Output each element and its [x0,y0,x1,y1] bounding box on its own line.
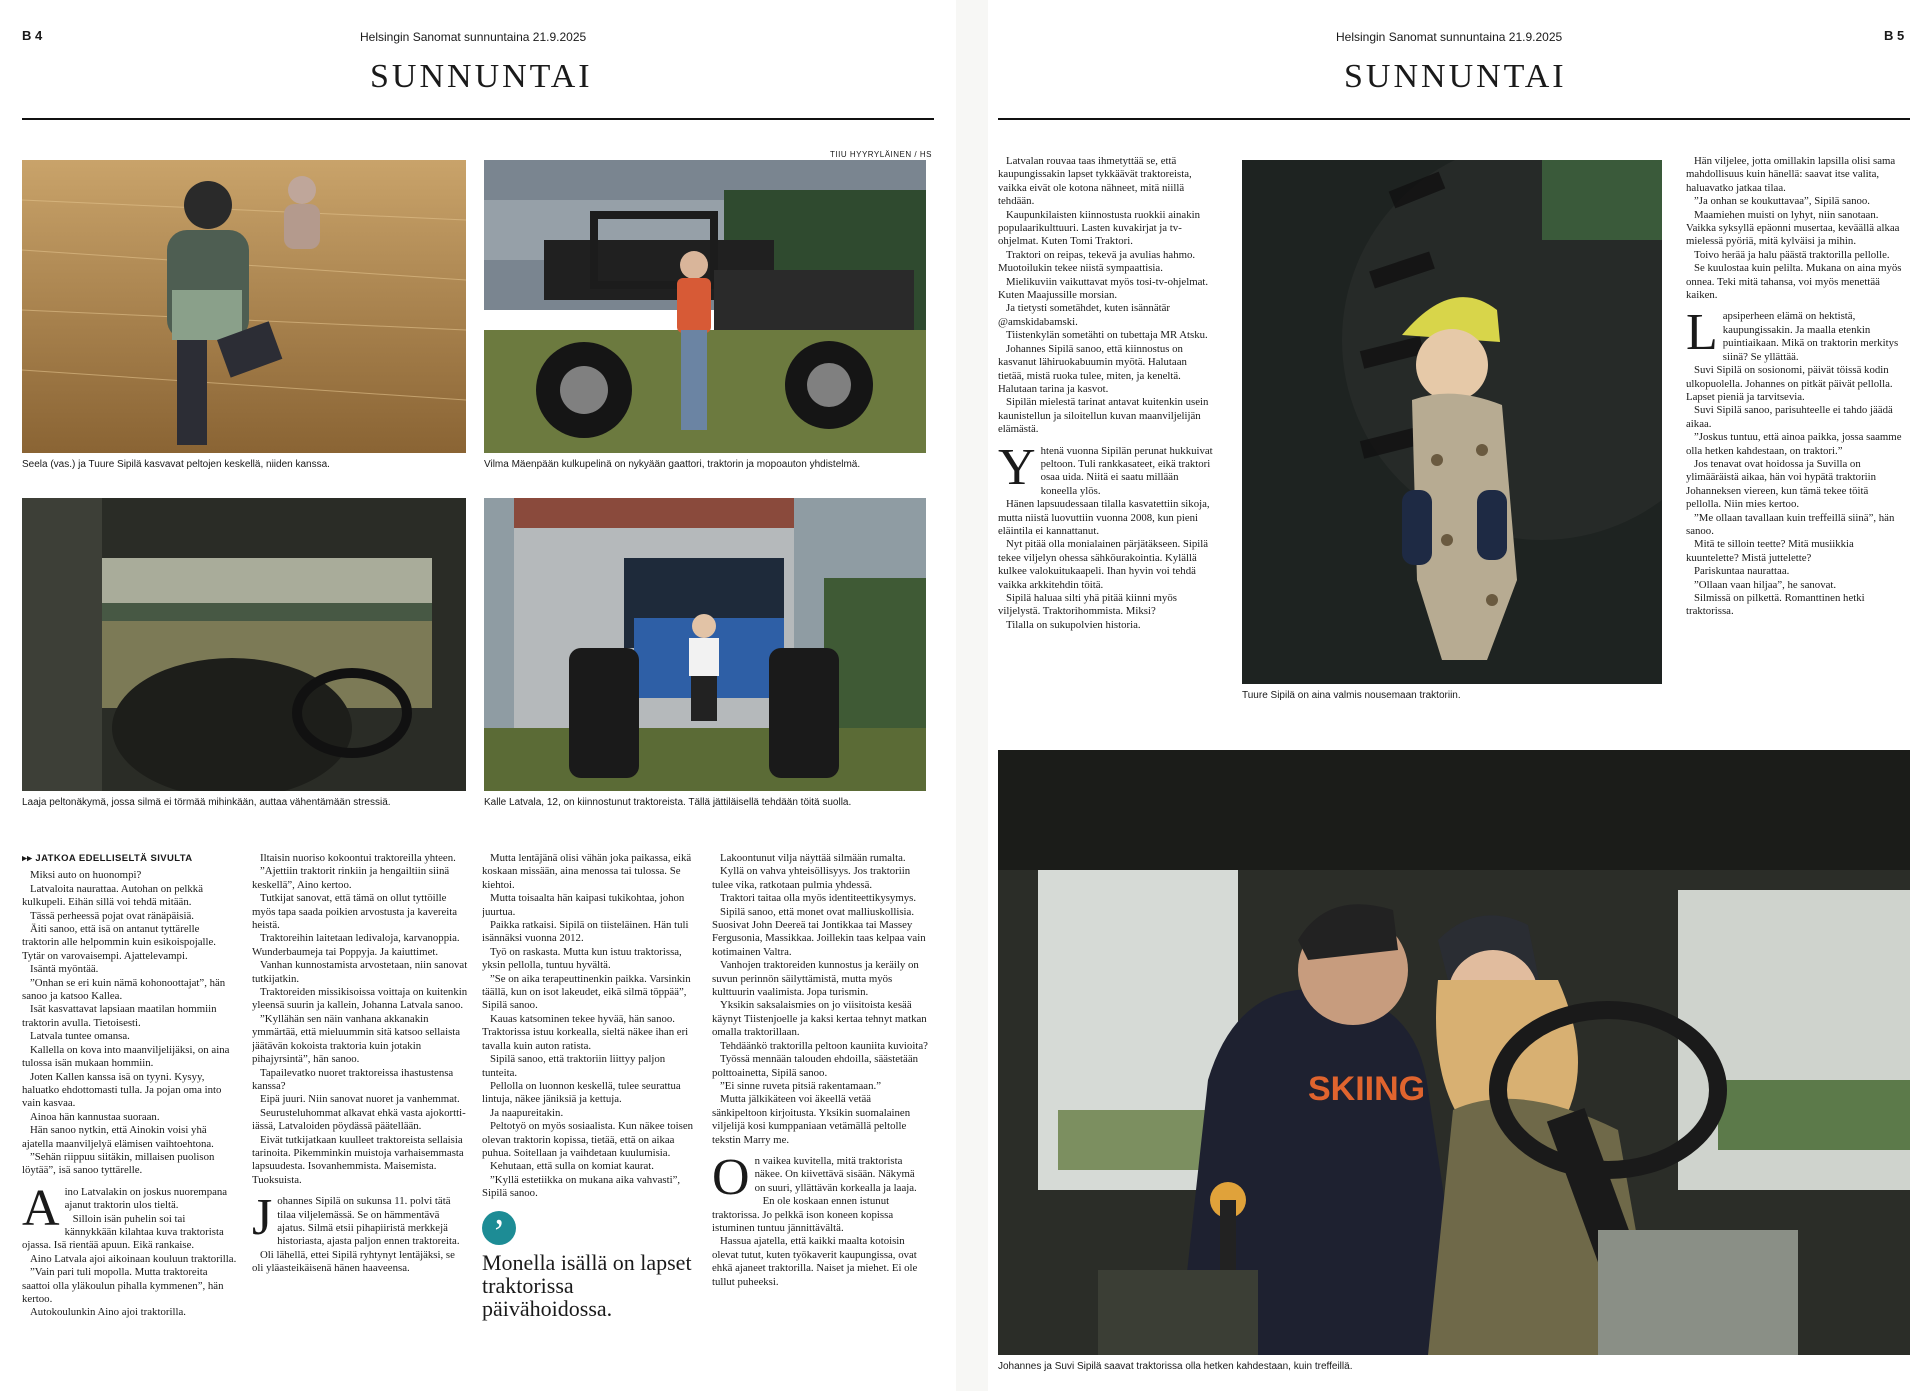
quote-mark-icon: ’ [482,1211,516,1245]
paragraph: Traktori on reipas, tekevä ja avulias hahmo. Muotoilukin tekee niistä sympaattisia. [998,248,1196,275]
paragraph: Hassua ajatella, että kaikki maalta kotoisin olevat tutut, kuten työkaverit kaupungissa, ovat ehkä ajaneet traktorilla. Naiset ja miehet. Ei ole tullut puheeksi. [712,1235,918,1288]
paragraph: Nyt pitää olla monialainen pärjätäkseen. Sipilä tekee viljelyn ohessa sähköurakointia. Kylällä kulkee valokuitukaapeli. Ihan hyvin voi tehdä vaikka arkkitehdin töitä. [998,538,1209,591]
paragraph: ”Sehän riippuu siitäkin, millaisen puolison löytää”, isä sanoo tyttärelle. [22,1150,215,1177]
paragraph: ohannes Sipilä on sukunsa 11. polvi tätä tilaa viljelemässä. Se on hämmentävä ajatus. Silmä etsii pihapiiristä merkkejä historiasta, ajasta paljon ennen traktoreita. [277,1195,460,1248]
paragraph: Aino Latvala ajoi aikoinaan kouluun traktorilla. [30,1252,237,1265]
article-column-3 [482,852,698,1380]
paragraph: En ole koskaan ennen istunut traktorissa. Jo pelkkä ison koneen kopissa istuminen tuntuu jännittävältä. [712,1195,894,1234]
left-page [0,0,956,1391]
drop-cap: Y [998,438,1036,496]
paragraph: Mutta lentäjänä olisi vähän joka paikassa, eikä koskaan missään, aina menossa tai tulossa. Se kiehtoi. [482,852,692,891]
paragraph: Isäntä myöntää. [30,963,99,976]
masthead: Helsingin Sanomat sunnuntaina 21.9.2025 [1336,30,1563,44]
paragraph: ”Me ollaan tavallaan kuin treffeillä siinä”, hän sanoo. [1686,511,1895,537]
paragraph: Latvalan rouvaa taas ihmetyttää se, että kaupungissakin lapset tykkäävät traktoreista, vaikka eivät ole kotona nähneet, mitä niillä tehdään. [998,155,1192,208]
caption-photo-couple: Johannes ja Suvi Sipilä saavat traktorissa olla hetken kahdestaan, kuin treffeillä. [998,1361,1353,1372]
paragraph: Se kuulostaa kuin pelilta. Mukana on aina myös onnea. Teki mitä tahansa, voi myös menettää kaiken. [1686,262,1902,302]
drop-cap: J [252,1189,273,1247]
paragraph: Iltaisin nuoriso kokoontui traktoreilla yhteen. [260,852,456,864]
paragraph: ”Ollaan vaan hiljaa”, he sanovat. [1694,578,1837,591]
paragraph: Lakoontunut vilja näyttää silmään rumalta. [720,852,906,864]
article-column-2 [1686,155,1902,703]
paragraph: Autokoulunkin Aino ajoi traktorilla. [30,1306,186,1319]
paragraph: Tässä perheessä pojat ovat ränäpäisiä. [30,909,194,922]
paragraph: Vanhojen traktoreiden kunnostus ja keräily on suvun perinnön säilyttämistä, mutta myös kulttuurin vaalimista. Jopa turismin. [712,959,919,999]
drop-cap-block [998,438,1214,633]
paragraph: ”Joskus tuntuu, että ainoa paikka, jossa saamme olla hetken kahdestaan, on traktori.” [1686,431,1902,457]
paragraph: Kaupunkilaisten kiinnostusta ruokkii ainakin populaarikulttuuri. Lasten kuvakirjat ja tv-ohjelmat. Kuten Tomi Traktori. [998,208,1201,248]
page-number: B 4 [22,28,43,43]
paragraph: Yksikin saksalaismies on jo viisitoista kesää käynyt Tiistenjoelle ja kaksi kertaa tehnyt matkan omalla traktorillaan. [712,999,927,1039]
paragraph: Sipilä sanoo, että monet ovat malliuskollisia. Suosivat John Deereä tai Jontikkaa tai Massey Fergusonia, Massikkaa. Joillekin taas kelpaa vain kotimainen Valtra. [712,905,926,958]
drop-cap: L [1686,304,1718,362]
right-page [988,0,1920,1391]
paragraph: Äiti sanoo, että isä on antanut tyttärelle traktorin alle helpommin kuin esikoispojalle. Tytär on varovaisempi. Ajattelevampi. [22,923,217,962]
article-column-2 [252,852,468,1380]
paragraph: Traktoreiden missikisoissa voittaja on kuitenkin yleensä suurin ja kallein, Johanna Latvala sanoo. [252,986,468,1012]
header-rule [22,118,934,120]
paragraph: Tutkijat sanovat, että tämä on ollut tyttöille myös tapa saada poikien arvostusta ja kavereita heistä. [252,892,458,932]
paragraph: Pellolla on luonnon keskellä, tulee seurattua lintuja, näkee jäniksiä ja kettuja. [482,1079,681,1106]
paragraph: Kehutaan, että sulla on komiat kaurat. [490,1160,654,1173]
paragraph: ”Ei sinne ruveta pitsiä rakentamaan.” [720,1079,881,1092]
paragraph: apsiperheen elämä on hektistä, kaupungissakin. Ja maalla etenkin puintiaikaan. Mikä on traktorin merkitys siinä? Se yllättää. [1722,310,1899,363]
paragraph: Paikka ratkaisi. Sipilä on tiisteläinen. Hän tuli isännäksi vuonna 2012. [482,919,689,945]
drop-cap-block [22,1179,238,1320]
caption-photo-2: Vilma Mäenpään kulkupelinä on nykyään gaattori, traktorin ja mopoauton yhdistelmä. [484,459,861,470]
photo-utv-girl [484,160,926,453]
paragraph: Hän sanoo nytkin, että Ainokin voisi yhä ajatella maanviljelyä elämisen vaihtoehtona. [22,1124,214,1150]
photo-credit: TIIU HYYRYLÄINEN / HS [830,150,932,159]
paragraph: Miksi auto on huonompi? [30,869,142,882]
section-title: SUNNUNTAI [370,58,593,95]
paragraph: Tehdäänkö traktorilla peltoon kauniita kuvioita? [720,1039,928,1052]
paragraph: ”Kyllähän sen näin vanhana akkanakin ymmärtää, että mieluummin sitä katsoo sellaista jäätävän kokoista traktoria kuin jotakin pihajyrsintä”, hän sanoo. [252,1012,461,1066]
page-number: B 5 [1884,28,1905,43]
paragraph: Eivät tutkijatkaan kuulleet traktoreista sellaisia tarinoita. Pikemminkin muistoja varhaisemmasta lapsuudesta. Isovanhemmista. Maisemista. Tuoksuista. [252,1133,464,1186]
paragraph: Suvi Sipilä on sosionomi, päivät töissä kodin ulkopuolella. Johannes on pitkät päivät pellolla. Lapset pieniä ja tarvitsevia. [1686,364,1893,403]
paragraph: Sipilä haluaa silti yhä pitää kiinni myös viljelystä. Traktorihommista. Miksi? [998,592,1177,618]
photo-children-field [22,160,466,453]
paragraph: ”Ajettiin traktorit rinkiin ja hengailtiin siinä keskellä”, Aino kertoo. [252,865,450,891]
caption-photo-3: Laaja peltonäkymä, jossa silmä ei törmää mihinkään, auttaa vähentämään stressiä. [22,797,391,808]
shirt-print: SKIING [1308,1070,1426,1108]
paragraph: Sipilän mielestä tarinat antavat kuitenkin usein kaunistellun ja siloitellun kuvan maanviljelijän elämästä. [998,396,1209,436]
caption-photo-1: Seela (vas.) ja Tuure Sipilä kasvavat peltojen keskellä, niiden kanssa. [22,459,330,470]
paragraph: Isät kasvattavat lapsiaan maatilan hommiin traktorin avulla. Tietoisesti. [22,1003,217,1029]
paragraph: Silmissä on pilkettä. Romanttinen hetki traktorissa. [1686,592,1865,618]
drop-cap-block [712,1148,928,1289]
paragraph: ”Ja onhan se koukuttavaa”, Sipilä sanoo. [1694,195,1871,208]
paragraph: Mutta toisaalta hän kaipasi tukikohtaa, johon juurtua. [482,892,685,918]
paragraph: Eipä juuri. Niin sanovat nuoret ja vanhemmat. [260,1093,460,1106]
paragraph: ino Latvalakin on joskus nuorempana ajanut traktorin ulos tieltä. [64,1185,228,1212]
paragraph: Tilalla on sukupolvien historia. [1006,618,1141,631]
article-column-1 [998,155,1214,703]
paragraph: Tapailevatko nuoret traktoreissa ihastustensa kanssa? [252,1066,454,1092]
paragraph: Latvala tuntee omansa. [30,1030,130,1043]
paragraph: Hän viljelee, jotta omillakin lapsilla olisi sama mahdollisuus kuin hänellä: saavat itse valita, haluavatko jatkaa tilaa. [1686,155,1896,194]
paragraph: Ainoa hän kannustaa suoraan. [30,1110,160,1123]
paragraph: Kyllä on vahva yhteisöllisyys. Jos traktoriin tulee vika, ratkotaan pulmia yhdessä. [712,865,911,891]
caption-photo-4: Kalle Latvala, 12, on kiinnostunut traktoreista. Tällä jättiläisellä tehdään töitä suolla. [484,797,852,808]
paragraph: Ja naapureitakin. [490,1106,564,1119]
paragraph: Mitä te silloin teette? Mitä musiikkia kuuntelette? Mistä juttelette? [1686,538,1854,564]
paragraph: ”Se on aika terapeuttinenkin paikka. Varsinkin täällä, kun on isot lakeudet, eikä silmä töppää”, Sipilä sanoo. [482,972,691,1012]
article-column-4 [712,852,928,1380]
drop-cap-block [1686,304,1902,618]
photo-blue-tractor [484,498,926,791]
paragraph: Silloin isän puhelin soi tai kännykkään kilahtaa kuva traktorista ojassa. Isä rientää apuun. Eikä rankaise. [22,1212,224,1252]
paragraph: Hänen lapsuudessaan tilalla kasvatettiin sikoja, mutta niistä luovuttiin vuonna 2008, kun pieni eläintila ei kannattanut. [998,498,1210,537]
paragraph: Seurusteluhommat alkavat ehkä vasta ajokortti-iässä, Latvaloiden pöydässä päätellään. [252,1106,466,1133]
paragraph: Työ on raskasta. Mutta kun istuu traktorissa, yksin pellolla, tuntuu hyvältä. [482,945,682,972]
paragraph: ”Vain pari tuli mopolla. Mutta traktoreita saattoi olla yläkoulun pihalla kymmenen”, hän kertoo. [22,1266,224,1305]
photo-cab-view [22,498,466,791]
paragraph: Sipilä sanoo, että traktoriin liittyy paljon tunteita. [482,1053,666,1079]
paragraph: Mutta jälkikäteen voi äkeellä vetää sänkipeltoon kirjoitusta. Yksikin suomalainen viljelijä kosi kumppaniaan vetämällä peltolle tekstin Marry me. [712,1093,911,1146]
paragraph: Kauas katsominen tekee hyvää, hän sanoo. Traktorissa istuu korkealla, sieltä näkee ihan eri tavalla kuin auton ratista. [482,1012,689,1052]
paragraph: Maamiehen muisti on lyhyt, niin sanotaan. Vaikka syksyllä epäonni musertaa, keväällä alkaa mielessä pyöriä, mitä kylväisi ja mihin. [1686,208,1900,248]
paragraph: Peltotyö on myös sosiaalista. Kun näkee toisen olevan traktorin kopissa, tietää, että on aikaa puhua. Soitellaan ja vaihdetaan kuulumisia. [482,1120,694,1159]
paragraph: Vanhan kunnostamista arvostetaan, niin sanovat tutkijatkin. [252,959,468,985]
paragraph: Oli lähellä, ettei Sipilä ryhtynyt lentäjäksi, se oli yläasteikäisenä hänen haaveensa. [252,1248,455,1275]
paragraph: Pariskuntaa naurattaa. [1694,565,1790,578]
paragraph: Joten Kallen kanssa isä on tyyni. Kysyy, haluatko ehdottomasti tulla. Ja pojan oma into vain kasvaa. [22,1070,222,1110]
paragraph: Tiistenkylän sometähti on tubettaja MR Atsku. [1006,329,1208,342]
paragraph: ”Kyllä estetiikka on mukana aika vahvasti”, Sipilä sanoo. [482,1173,681,1200]
paragraph: Työssä mennään talouden ehdoilla, säästetään polttoainetta, Sipilä sanoo. [712,1053,919,1079]
paragraph: htenä vuonna Sipilän perunat hukkuivat peltoon. Tuli rankkasateet, eikä traktori osaa uida. Niitä ei saatu millään koneella ylös. [1040,444,1213,497]
drop-cap: A [22,1179,60,1237]
paragraph: Suvi Sipilä sanoo, parisuhteelle ei tahdo jäädä aikaa. [1686,404,1893,430]
paragraph: ”Onhan se eri kuin nämä kohonoottajat”, hän sanoo ja katsoo Kallea. [22,976,226,1003]
continued-label: ▸▸ JATKOA EDELLISELTÄ SIVULTA [22,853,193,864]
article-column-1 [22,852,238,1380]
paragraph: Traktori taitaa olla myös identiteettikysymys. [720,892,917,905]
paragraph: Ja tietysti sometähdet, kuten isännätär @amskidabamski. [998,302,1171,328]
paragraph: Mielikuviin vaikuttavat myös tosi-tv-ohjelmat. Kuten Maajussille morsian. [998,275,1209,302]
drop-cap-block [252,1189,468,1275]
drop-cap: O [712,1148,750,1206]
paragraph: Johannes Sipilä sanoo, että kiinnostus on kasvanut lähiruokabuumin myötä. Halutaan tietää, mistä ruoka tulee, miten, ja keneltä. Halutaan tarina ja kasvot. [998,342,1187,395]
paragraph: Jos tenavat ovat hoidossa ja Suvilla on ylimääräistä aikaa, hän voi hypätä traktoriin Johanneksen viereen, kun tämä tekee töitä pellolla. Niin mies kertoo. [1686,457,1877,511]
caption-photo-boy: Tuure Sipilä on aina valmis nousemaan traktoriin. [1242,690,1461,701]
paragraph: Traktoreihin laitetaan ledivaloja, karvanoppia. Wunderbaumeja tai Poppyja. Ja kaiuttimet. [252,932,460,958]
section-title: SUNNUNTAI [1344,58,1567,95]
masthead: Helsingin Sanomat sunnuntaina 21.9.2025 [360,30,587,44]
photo-couple-tractor [998,750,1910,1355]
paragraph: Latvaloita naurattaa. Autohan on pelkkä kulkupeli. Eihän sillä voi tehdä mitään. [22,882,203,909]
photo-boy-tractor [1242,160,1662,684]
header-rule [998,118,1910,120]
paragraph: Kallella on kova into maanviljelijäksi, on aina tulossa isän mukaan hommiin. [22,1043,230,1070]
paragraph: Toivo herää ja halu päästä traktorilla pellolle. [1694,248,1890,261]
pull-quote: Monella isällä on lapset traktorissa päivähoidossa. [482,1249,692,1321]
paragraph: n vaikea kuvitella, mitä traktorista näkee. On kiivettävä sisään. Näkymä on suuri, yllättävän korkealla ja laaja. [754,1154,917,1194]
